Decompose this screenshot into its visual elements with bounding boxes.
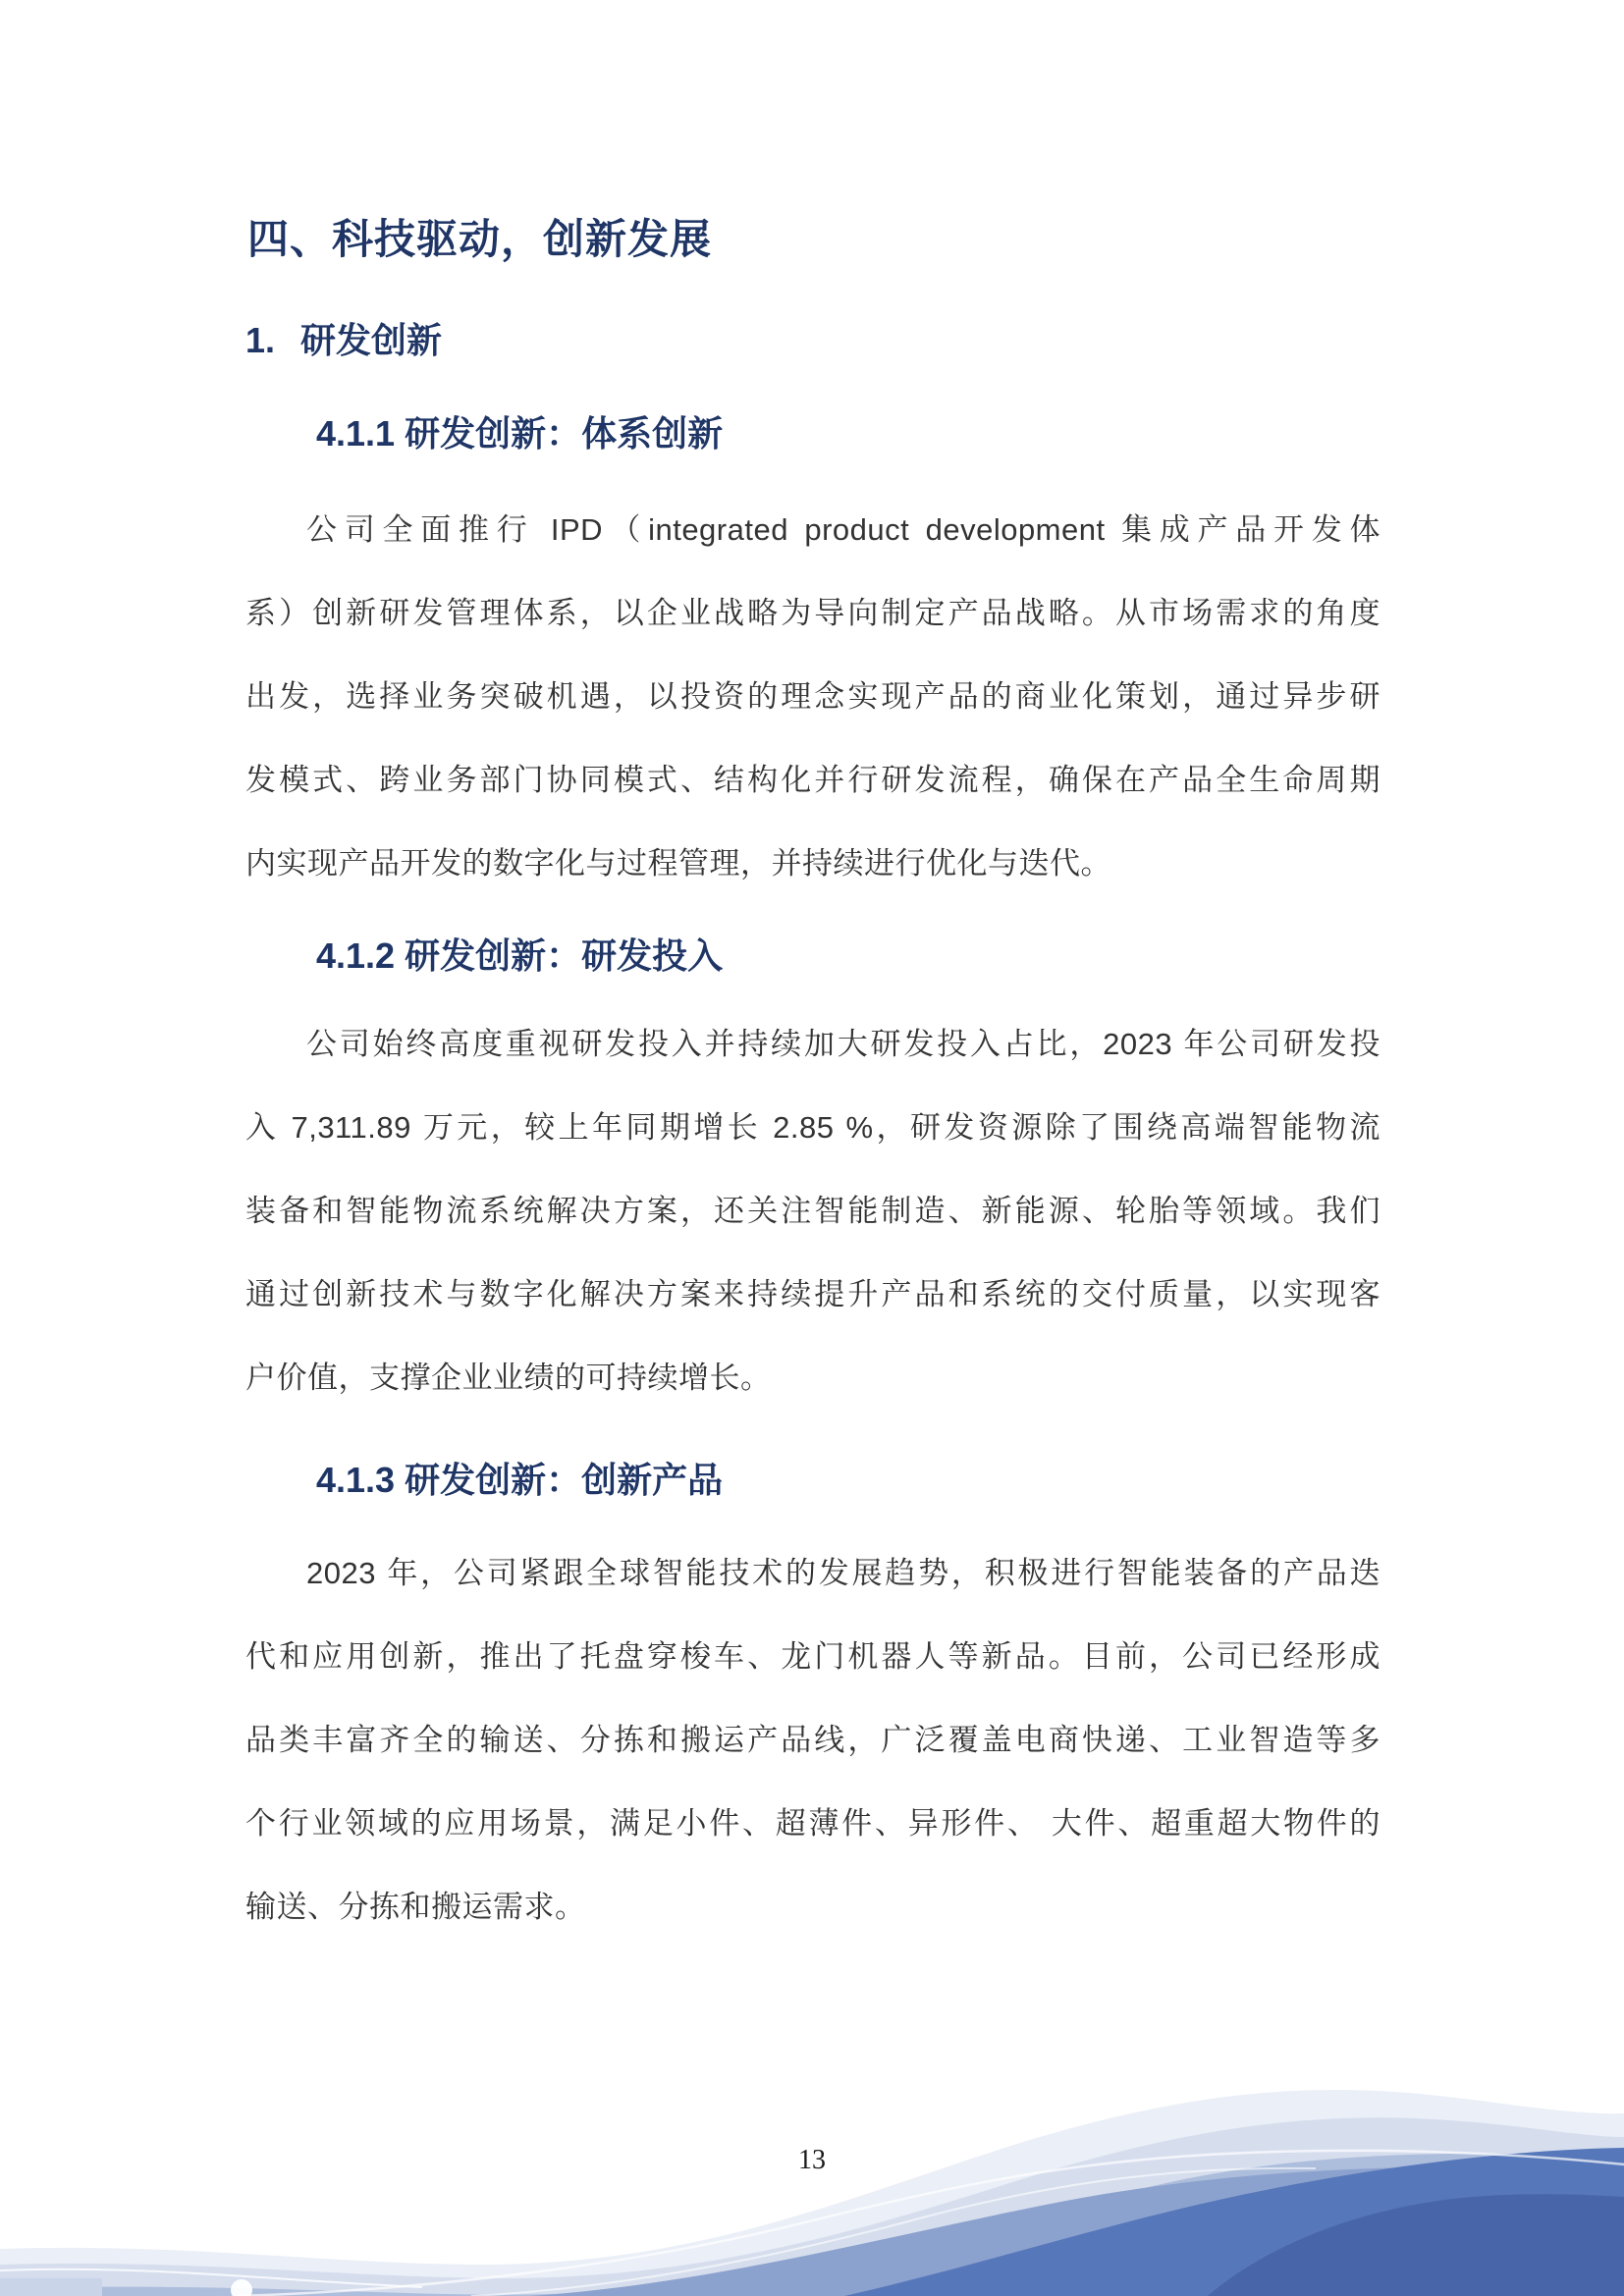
page-number: 13: [798, 2145, 826, 2175]
paragraph-line: 出发，选择业务突破机遇，以投资的理念实现产品的商业化策划，通过异步研: [245, 679, 1380, 714]
paragraph-line: 装备和智能物流系统解决方案，还关注智能制造、新能源、轮胎等领域。我们: [245, 1194, 1380, 1228]
paragraph-line: 通过创新技术与数字化解决方案来持续提升产品和系统的交付质量，以实现客: [245, 1277, 1380, 1311]
subsection-heading-412: 4.1.2 研发创新：研发投入: [316, 935, 724, 976]
footer-wave-decoration: [0, 2002, 1624, 2296]
section-number: 1.: [245, 320, 276, 360]
section-heading: [245, 319, 442, 362]
paragraph-line: 输送、分拣和搬运需求。: [245, 1890, 586, 1924]
subsection-heading-411: 4.1.1 研发创新：体系创新: [316, 413, 724, 454]
chapter-heading: 四、科技驱动，创新发展: [247, 216, 713, 262]
paragraph-line: 公司全面推行 IPD（integrated product development 集成产品开发体: [306, 512, 1380, 547]
paragraph-line: 内实现产品开发的数字化与过程管理，并持续进行优化与迭代。: [245, 846, 1111, 881]
paragraph-413: [245, 1531, 1380, 1949]
paragraph-line: 系）创新研发管理体系，以企业战略为导向制定产品战略。从市场需求的角度: [245, 596, 1380, 630]
subsection-heading-413: 4.1.3 研发创新：创新产品: [316, 1460, 724, 1500]
paragraph-412: [245, 1002, 1380, 1419]
paragraph-line: 发模式、跨业务部门协同模式、结构化并行研发流程，确保在产品全生命周期: [245, 763, 1380, 797]
paragraph-line: 公司始终高度重视研发投入并持续加大研发投入占比，2023 年公司研发投: [306, 1027, 1380, 1061]
paragraph-line: 2023 年，公司紧跟全球智能技术的发展趋势，积极进行智能装备的产品迭: [306, 1556, 1380, 1590]
section-title: 研发创新: [300, 320, 443, 360]
wave-corner-block: [0, 2278, 102, 2296]
paragraph-line: 户价值，支撑企业业绩的可持续增长。: [245, 1361, 772, 1395]
paragraph-411: [245, 488, 1380, 905]
paragraph-line: 入 7,311.89 万元，较上年同期增长 2.85 %，研发资源除了围绕高端智能物流: [245, 1110, 1380, 1145]
paragraph-line: 代和应用创新，推出了托盘穿梭车、龙门机器人等新品。目前，公司已经形成: [245, 1639, 1380, 1674]
paragraph-line: 个行业领域的应用场景，满足小件、超薄件、异形件、 大件、超重超大物件的: [245, 1806, 1380, 1841]
paragraph-line: 品类丰富齐全的输送、分拣和搬运产品线，广泛覆盖电商快递、工业智造等多: [245, 1723, 1380, 1757]
